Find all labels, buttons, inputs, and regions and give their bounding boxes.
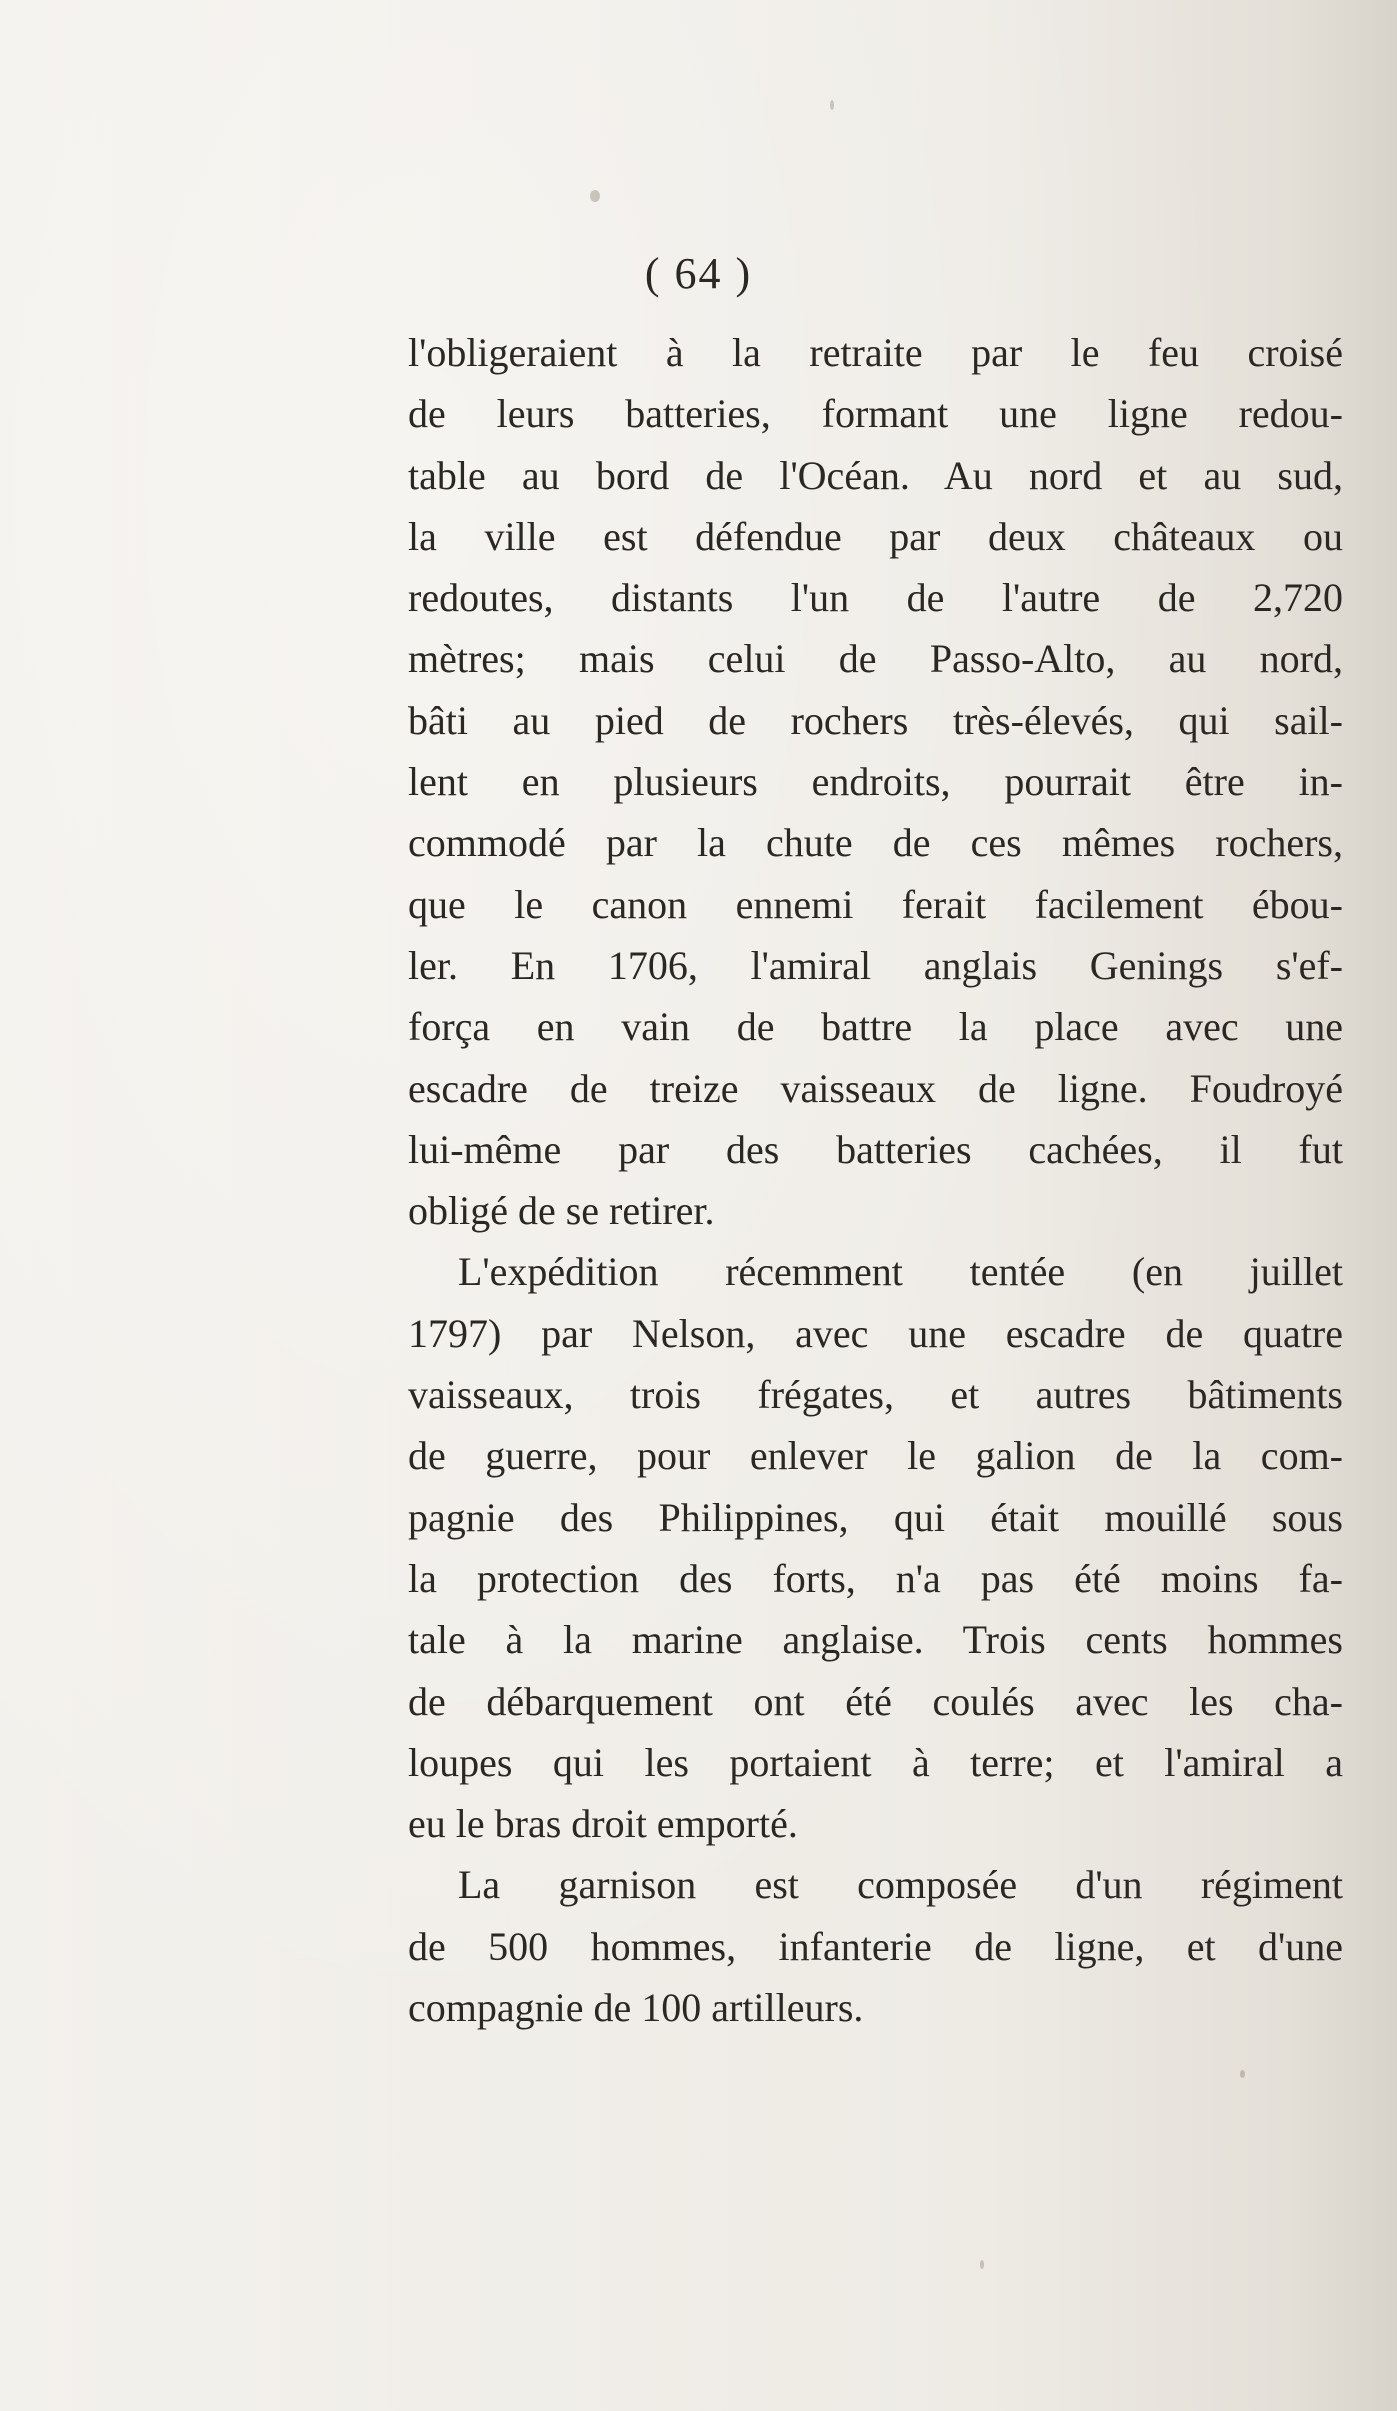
paper-speck — [590, 190, 600, 202]
text-line: table au bord de l'Océan. Au nord et au sud, — [408, 452, 1343, 498]
text-line: lui-même par des batteries cachées, il fut — [408, 1126, 1343, 1172]
text-line: escadre de treize vaisseaux de ligne. Foudroyé — [408, 1065, 1343, 1111]
text-line: mètres; mais celui de Passo-Alto, au nord, — [408, 636, 1343, 682]
text-line: de débarquement ont été coulés avec les cha- — [408, 1678, 1343, 1724]
text-line: L'expédition récemment tentée (en juillet — [458, 1249, 1343, 1295]
text-line: que le canon ennemi ferait facilement ébou- — [408, 881, 1343, 927]
text-line: eu le bras droit emporté. — [408, 1801, 798, 1847]
text-line: de 500 hommes, infanterie de ligne, et d'une — [408, 1923, 1343, 1969]
text-line: bâti au pied de rochers très-élevés, qui sail- — [408, 697, 1343, 743]
paper-speck — [830, 100, 834, 110]
paper-speck — [1240, 2070, 1245, 2078]
text-line: commodé par la chute de ces mêmes rochers, — [408, 820, 1343, 866]
text-line: 1797) par Nelson, avec une escadre de quatre — [408, 1310, 1343, 1356]
text-line: compagnie de 100 artilleurs. — [408, 1985, 864, 2031]
text-line: La garnison est composée d'un régiment — [458, 1862, 1343, 1908]
text-line: força en vain de battre la place avec une — [408, 1004, 1343, 1050]
text-line: la protection des forts, n'a pas été moins fa- — [408, 1555, 1343, 1601]
text-line: l'obligeraient à la retraite par le feu croisé — [408, 330, 1343, 375]
text-line: de guerre, pour enlever le galion de la com- — [408, 1433, 1343, 1479]
text-line: redoutes, distants l'un de l'autre de 2,720 — [408, 575, 1343, 621]
body-text — [408, 322, 1343, 2038]
text-line: pagnie des Philippines, qui était mouillé sous — [408, 1494, 1343, 1540]
text-line: tale à la marine anglaise. Trois cents hommes — [408, 1617, 1343, 1663]
text-line: obligé de se retirer. — [408, 1188, 715, 1234]
page-number: ( 64 ) — [644, 249, 753, 298]
text-line: loupes qui les portaient à terre; et l'amiral a — [408, 1739, 1343, 1785]
text-line: la ville est défendue par deux châteaux ou — [408, 513, 1343, 559]
text-line: lent en plusieurs endroits, pourrait être in- — [408, 759, 1343, 805]
text-line: ler. En 1706, l'amiral anglais Genings s'ef- — [408, 942, 1343, 988]
text-line: vaisseaux, trois frégates, et autres bâtiments — [408, 1372, 1343, 1418]
text-line: de leurs batteries, formant une ligne redou- — [408, 391, 1343, 437]
paper-speck — [980, 2260, 984, 2269]
